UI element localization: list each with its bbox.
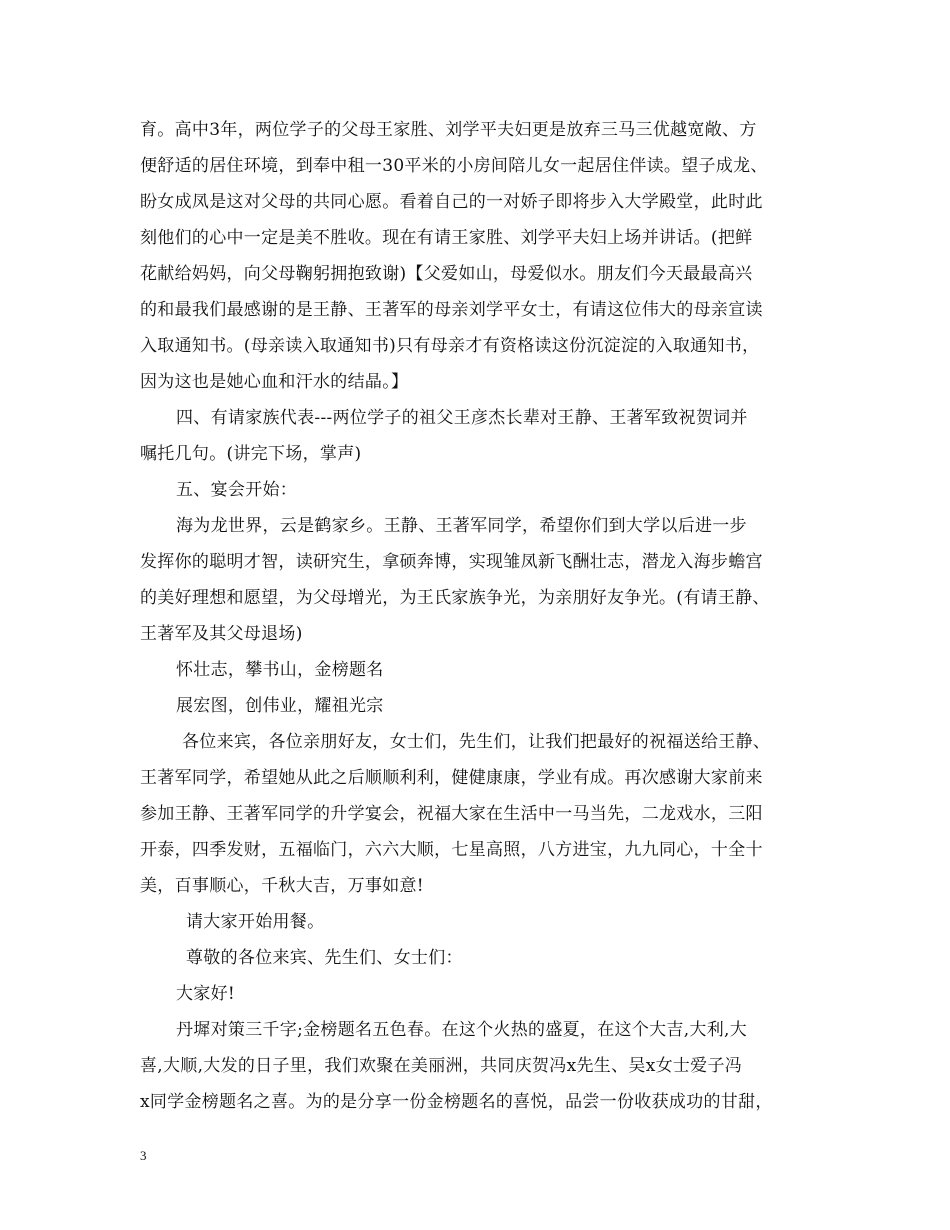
- text-line: 嘱托几句。(讲完下场，掌声): [140, 444, 362, 464]
- text-line: 丹墀对策三千字;金榜题名五色春。在这个火热的盛夏，在这个大吉,大利,大: [176, 1020, 748, 1040]
- text-line: 大家好!: [176, 984, 236, 1004]
- page-number: 3: [140, 1148, 147, 1163]
- text-line: 的美好理想和愿望，为父母增光，为王氏家族争光，为亲朋好友争光。(有请王静、: [140, 588, 770, 608]
- text-line: 发挥你的聪明才智，读研究生，拿硕奔博，实现雏凤新飞酬壮志，潜龙入海步蟾宫: [140, 552, 763, 572]
- text-line: 怀壮志，攀书山，金榜题名: [176, 660, 384, 680]
- text-line: 海为龙世界，云是鹤家乡。王静、王著军同学，希望你们到大学以后进一步: [176, 516, 747, 536]
- text-line: 请大家开始用餐。: [186, 912, 325, 932]
- text-line: 四、有请家族代表---两位学子的祖父王彦杰长辈对王静、王著军致祝贺词并: [176, 408, 748, 428]
- text-line: 便舒适的居住环境，到奉中租一30平米的小房间陪儿女一起居住伴读。望子成龙、: [140, 156, 768, 176]
- text-line: 尊敬的各位来宾、先生们、女士们：: [186, 948, 463, 968]
- text-line: 美，百事顺心，千秋大吉，万事如意!: [140, 876, 424, 896]
- text-line: 五、宴会开始：: [176, 480, 298, 500]
- text-line: 花献给妈妈，向父母鞠躬拥抱致谢)【父爱如山，母爱似水。朋友们今天最最高兴: [140, 264, 753, 284]
- text-line: 因为这也是她心血和汗水的结晶。】: [140, 372, 409, 392]
- text-line: 刻他们的心中一定是美不胜收。现在有请王家胜、刘学平夫妇上场并讲话。(把鲜: [140, 228, 753, 248]
- text-line: 各位来宾，各位亲朋好友，女士们，先生们，让我们把最好的祝福送给王静、: [182, 732, 771, 752]
- text-line: 开泰，四季发财，五福临门，六六大顺，七星高照，八方进宝，九九同心，十全十: [140, 840, 763, 860]
- text-line: x同学金榜题名之喜。为的是分享一份金榜题名的喜悦，品尝一份收获成功的甘甜，: [140, 1092, 773, 1112]
- text-line: 喜,大顺,大发的日子里，我们欢聚在美丽洲，共同庆贺冯x先生、吴x女士爱子冯: [140, 1056, 743, 1076]
- text-line: 盼女成凤是这对父母的共同心愿。看着自己的一对娇子即将步入大学殿堂，此时此: [140, 192, 763, 212]
- text-line: 展宏图，创伟业，耀祖光宗: [176, 696, 384, 716]
- text-line: 王著军同学，希望她从此之后顺顺利利，健健康康，学业有成。再次感谢大家前来: [140, 768, 763, 788]
- text-line: 参加王静、王著军同学的升学宴会，祝福大家在生活中一马当先，二龙戏水，三阳: [140, 804, 763, 824]
- text-line: 入取通知书。(母亲读入取通知书)只有母亲才有资格读这份沉淀淀的入取通知书，: [140, 336, 760, 356]
- text-line: 的和最我们最感谢的是王静、王著军的母亲刘学平女士，有请这位伟大的母亲宣读: [140, 300, 763, 320]
- text-line: 育。高中3年，两位学子的父母王家胜、刘学平夫妇更是放弃三马三优越宽敞、方: [140, 120, 757, 140]
- text-line: 王著军及其父母退场): [140, 624, 303, 644]
